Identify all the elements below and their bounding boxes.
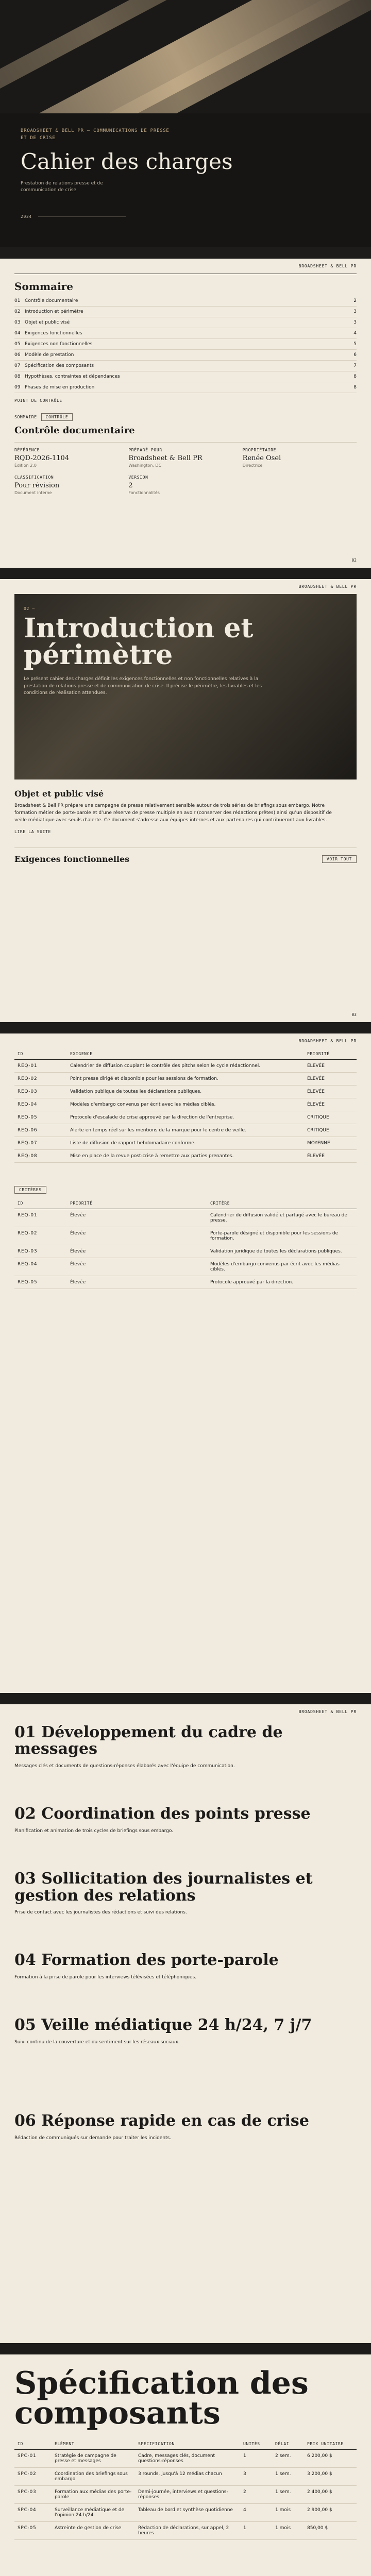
page-header: BROADSHEET & BELL PR bbox=[298, 1039, 357, 1043]
toc-item[interactable]: 05 Exigences non fonctionnelles 5 bbox=[14, 339, 357, 350]
function-section: 01 Développement du cadre de messages Messages clés et documents de questions-réponses élaborés avec l'équipe de communication. bbox=[14, 1723, 283, 1769]
page-number: 02 bbox=[351, 558, 357, 563]
exig-title: Exigences fonctionnelles bbox=[14, 854, 130, 864]
objet-body: Broadsheet & Bell PR prépare une campagne de presse relativement sensible autour de trois séries de briefings sous embargo. Notre formation métier de porte-parole et d’une réserve de presse multiple en avoir (conserver des rédactions prêtes) ainsi qu’un dispositif de veille médiatique avec seuils d’alerte. Ce document s’adresse aux équipes internes et aux partenaires qui contribueront aux livrables. bbox=[14, 803, 332, 823]
criteria-tag: CRITÈRES bbox=[14, 1186, 46, 1194]
table-row: REQ-04 Modèles d'embargo convenus par écrit avec les médias ciblés. ÉLEVÉE bbox=[14, 1098, 357, 1111]
requirements-page bbox=[0, 1033, 371, 1693]
table-row: REQ-04 Élevée Modèles d'embargo convenus par écrit avec les médias ciblés. bbox=[14, 1258, 357, 1276]
objet-title: Objet et public visé bbox=[14, 789, 104, 799]
control-button[interactable]: CONTRÔLE bbox=[41, 413, 73, 421]
toc-list bbox=[14, 296, 357, 393]
table-row: REQ-07 Liste de diffusion de rapport hebdomadaire conforme. MOYENNE bbox=[14, 1137, 357, 1150]
function-section: 03 Sollicitation des journalistes et gestion des relations Prise de contact avec les journalistes des rédactions et suivi des relations. bbox=[14, 1870, 313, 1915]
spec-table: ID ÉLÉMENT SPÉCIFICATION UNITÉS DÉLAI PRIX UNITAIRE SPC-01 Stratégie de campagne de presse et messages Cadre, messages clés, document questions-réponses 1 2 sem. 6 200,00 $ SPC-02 Coordination des briefings sous embargo 3 rounds, jusqu'à 12 médias chacun 3 1 sem. 3 200,00 $ SPC-03 Formation aux médias des porte-parole Demi-journée, interviews et questions-réponses 2 1 sem. 2 400,00 $ SPC-04 Surveillance médiatique et de l'opinion 24 h/24 Tableau de bord et synthèse quotidienne 4 1 mois 2 900,00 $ SPC-05 Astreinte de gestion de crise Rédaction de déclarations, sur appel, 2 heures 1 1 mois 850,00 $ bbox=[14, 2438, 357, 2540]
page-number: 03 bbox=[351, 1012, 357, 1017]
function-section: 04 Formation des porte-parole Formation à la prise de parole pour les interviews télévisées et téléphoniques. bbox=[14, 1951, 279, 1980]
table-row: REQ-08 Mise en place de la revue post-crise à remettre aux parties prenantes. ÉLEVÉE bbox=[14, 1150, 357, 1163]
toc-item[interactable]: 01 Contrôle documentaire 2 bbox=[14, 296, 357, 307]
control-field: VERSION 2 Fonctionnalités bbox=[128, 475, 160, 495]
toc-item[interactable]: 02 Introduction et périmètre 3 bbox=[14, 307, 357, 317]
summary-page bbox=[0, 259, 371, 568]
cover-title: Cahier des charges bbox=[21, 149, 233, 174]
toc-item[interactable]: 09 Phases de mise en production 8 bbox=[14, 382, 357, 393]
control-field: PRÉPARÉ POUR Broadsheet & Bell PR Washington, DC bbox=[128, 448, 203, 468]
control-field: CLASSIFICATION Pour révision Document interne bbox=[14, 475, 60, 495]
function-section: 02 Coordination des points presse Planification et animation de trois cycles de briefings sous embargo. bbox=[14, 1805, 311, 1834]
cover-image bbox=[0, 0, 371, 113]
table-row: REQ-03 Élevée Validation juridique de toutes les déclarations publiques. bbox=[14, 1245, 357, 1258]
cover-page bbox=[0, 0, 371, 247]
requirements-table: ID EXIGENCE PRIORITÉ REQ-01 Calendrier de diffusion couplant le contrôle des pitchs selon le cycle rédactionnel. ÉLEVÉE REQ-02 Point presse dirigé et disponible pour les sessions de formation. ÉLEVÉE REQ-03 Validation publique de toutes les déclarations publiques. ÉLEVÉE REQ-04 Modèles d'embargo convenus par écrit avec les médias ciblés. ÉLEVÉE REQ-05 Protocole d'escalade de crise approuvé par la direction de l'entreprise. CRITIQUE REQ-06 Alerte en temps réel sur les mentions de la marque pour le centre de veille. CRITIQUE REQ-07 Liste de diffusion de rapport hebdomadaire conforme. MOYENNE REQ-08 Mise en place de la revue post-crise à remettre aux parties prenantes. ÉLEVÉE bbox=[14, 1048, 357, 1163]
table-row: SPC-05 Astreinte de gestion de crise Rédaction de déclarations, sur appel, 2 heures 1 1 mois 850,00 $ bbox=[14, 2522, 357, 2540]
functions-page bbox=[0, 1704, 371, 2343]
table-row: REQ-05 Protocole d'escalade de crise approuvé par la direction de l'entreprise. CRITIQUE bbox=[14, 1111, 357, 1124]
criteria-table: ID PRIORITÉ CRITÈRE REQ-01 Élevée Calendrier de diffusion validé et partagé avec le bureau de presse. REQ-02 Élevée Porte-parole désigné et disponible pour les sessions de formation. REQ-03 Élevée Validation juridique de toutes les déclarations publiques. REQ-04 Élevée Modèles d'embargo convenus par écrit avec les médias ciblés. REQ-05 Élevée Protocole approuvé par la direction. bbox=[14, 1198, 357, 1289]
intro-body: Le présent cahier des charges définit les exigences fonctionnelles et non fonctionnelles relatives à la prestation de relations presse et de communication de crise. Il précise le périmètre, les livrables et les conditions de réalisation attendues. bbox=[24, 676, 262, 696]
intro-title: Introduction et périmètre bbox=[24, 613, 254, 671]
cover-lead: Prestation de relations presse et de communication de crise bbox=[21, 181, 103, 193]
table-row: REQ-01 Élevée Calendrier de diffusion validé et partagé avec le bureau de presse. bbox=[14, 1209, 357, 1227]
toc-note: POINT DE CONTRÔLE bbox=[14, 398, 62, 403]
spec-title: Spécification des composants bbox=[14, 2365, 309, 2431]
page-header: BROADSHEET & BELL PR bbox=[298, 584, 357, 589]
cover-year: 2024 bbox=[21, 214, 32, 219]
table-row: REQ-05 Élevée Protocole approuvé par la direction. bbox=[14, 1276, 357, 1289]
control-title: Contrôle documentaire bbox=[14, 425, 135, 436]
intro-hero bbox=[14, 594, 357, 779]
table-row: SPC-04 Surveillance médiatique et de l'opinion 24 h/24 Tableau de bord et synthèse quotidienne 4 1 mois 2 900,00 $ bbox=[14, 2504, 357, 2522]
table-row: SPC-01 Stratégie de campagne de presse et messages Cadre, messages clés, document questions-réponses 1 2 sem. 6 200,00 $ bbox=[14, 2450, 357, 2468]
page-header: BROADSHEET & BELL PR bbox=[298, 1709, 357, 1714]
page-header: BROADSHEET & BELL PR bbox=[298, 264, 357, 268]
table-row: SPC-02 Coordination des briefings sous embargo 3 rounds, jusqu'à 12 médias chacun 3 1 sem. 3 200,00 $ bbox=[14, 2468, 357, 2486]
table-row: REQ-02 Élevée Porte-parole désigné et disponible pour les sessions de formation. bbox=[14, 1227, 357, 1245]
table-row: SPC-03 Formation aux médias des porte-parole Demi-journée, interviews et questions-réponses 2 1 sem. 2 400,00 $ bbox=[14, 2486, 357, 2504]
cover-kicker: BROADSHEET & BELL PR — COMMUNICATIONS DE PRESSE ET DE CRISE bbox=[21, 128, 170, 141]
table-row: REQ-02 Point presse dirigé et disponible pour les sessions de formation. ÉLEVÉE bbox=[14, 1073, 357, 1086]
function-section: 05 Veille médiatique 24 h/24, 7 j/7 Suivi continu de la couverture et du sentiment sur les réseaux sociaux. bbox=[14, 2016, 312, 2045]
intro-page bbox=[0, 579, 371, 1022]
toc-item[interactable]: 03 Objet et public visé 3 bbox=[14, 317, 357, 328]
control-kicker: SOMMAIRE bbox=[14, 415, 37, 419]
control-field: RÉFÉRENCE RQD-2026-1104 Édition 2.0 bbox=[14, 448, 70, 468]
toc-item[interactable]: 07 Spécification des composants 7 bbox=[14, 361, 357, 371]
toc-item[interactable]: 08 Hypothèses, contraintes et dépendances 8 bbox=[14, 371, 357, 382]
function-section: 06 Réponse rapide en cas de crise Rédaction de communiqués sur demande pour traiter les incidents. bbox=[14, 2112, 309, 2141]
table-row: REQ-03 Validation publique de toutes les déclarations publiques. ÉLEVÉE bbox=[14, 1086, 357, 1098]
intro-kicker: 02 — bbox=[24, 606, 35, 611]
table-row: REQ-01 Calendrier de diffusion couplant le contrôle des pitchs selon le cycle rédactionnel. ÉLEVÉE bbox=[14, 1060, 357, 1073]
toc-item[interactable]: 04 Exigences fonctionnelles 4 bbox=[14, 328, 357, 339]
table-row: REQ-06 Alerte en temps réel sur les mentions de la marque pour le centre de veille. CRITIQUE bbox=[14, 1124, 357, 1137]
read-more-link[interactable]: LIRE LA SUITE bbox=[14, 829, 51, 834]
view-all-button[interactable]: VOIR TOUT bbox=[322, 855, 357, 863]
spec-page bbox=[0, 2354, 371, 2576]
toc-item[interactable]: 06 Modèle de prestation 6 bbox=[14, 350, 357, 361]
control-field: PROPRIÉTAIRE Renée Osei Directrice bbox=[242, 448, 281, 468]
summary-title: Sommaire bbox=[14, 280, 73, 293]
